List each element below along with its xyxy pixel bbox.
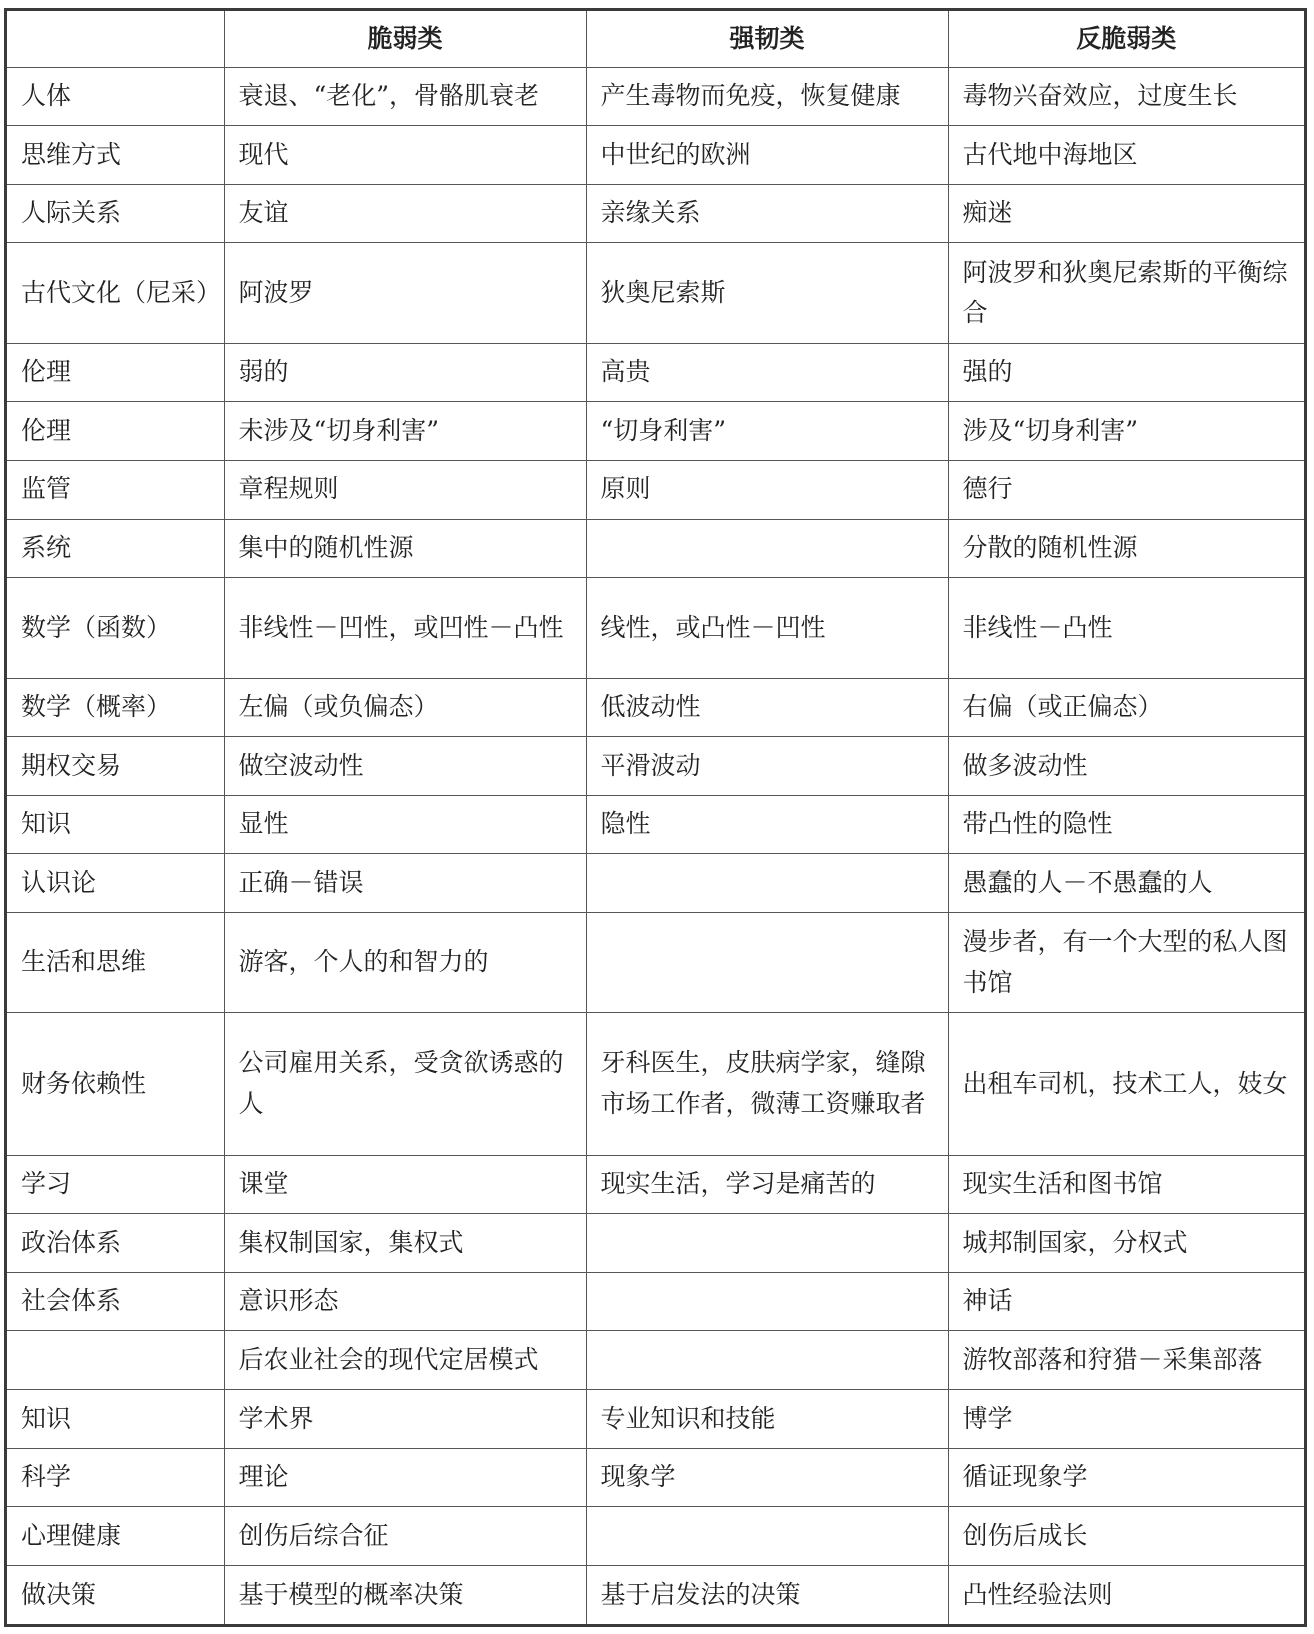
fragile-cell: 友谊 bbox=[224, 184, 586, 243]
antifragile-cell: 创伤后成长 bbox=[948, 1507, 1304, 1566]
robust-cell: 牙科医生，皮肤病学家，缝隙市场工作者，微薄工资赚取者 bbox=[586, 1013, 948, 1155]
antifragile-cell: 古代地中海地区 bbox=[948, 126, 1304, 185]
fragile-cell: 学术界 bbox=[224, 1390, 586, 1449]
row-label-cell: 古代文化（尼采） bbox=[7, 243, 224, 343]
robust-cell bbox=[586, 854, 948, 913]
fragile-cell: 做空波动性 bbox=[224, 737, 586, 796]
fragile-cell: 非线性－凹性，或凹性－凸性 bbox=[224, 578, 586, 678]
antifragile-cell: 漫步者，有一个大型的私人图书馆 bbox=[948, 912, 1304, 1012]
antifragile-cell: 做多波动性 bbox=[948, 737, 1304, 796]
fragile-cell: 基于模型的概率决策 bbox=[224, 1565, 586, 1624]
header-empty-cell bbox=[7, 11, 224, 67]
table-row bbox=[7, 912, 1304, 1012]
fragile-cell: 游客，个人的和智力的 bbox=[224, 912, 586, 1012]
robust-cell bbox=[586, 1272, 948, 1331]
antifragile-cell: 愚蠢的人－不愚蠢的人 bbox=[948, 854, 1304, 913]
row-label-cell bbox=[7, 1331, 224, 1390]
fragile-cell: 意识形态 bbox=[224, 1272, 586, 1331]
row-label-cell: 学习 bbox=[7, 1155, 224, 1214]
antifragile-cell: 神话 bbox=[948, 1272, 1304, 1331]
antifragile-cell: 阿波罗和狄奥尼索斯的平衡综合 bbox=[948, 243, 1304, 343]
table-row bbox=[7, 795, 1304, 854]
table-row bbox=[7, 1155, 1304, 1214]
row-label-cell: 人际关系 bbox=[7, 184, 224, 243]
robust-cell: 产生毒物而免疫，恢复健康 bbox=[586, 67, 948, 126]
robust-cell: 隐性 bbox=[586, 795, 948, 854]
robust-cell: 亲缘关系 bbox=[586, 184, 948, 243]
robust-cell: 中世纪的欧洲 bbox=[586, 126, 948, 185]
robust-cell: 现实生活，学习是痛苦的 bbox=[586, 1155, 948, 1214]
table-row bbox=[7, 67, 1304, 126]
fragile-cell: 左偏（或负偏态） bbox=[224, 678, 586, 737]
antifragile-cell: 现实生活和图书馆 bbox=[948, 1155, 1304, 1214]
row-label-cell: 期权交易 bbox=[7, 737, 224, 796]
table-row bbox=[7, 1565, 1304, 1624]
table-frame bbox=[4, 8, 1307, 1627]
robust-cell bbox=[586, 1331, 948, 1390]
fragile-cell: 理论 bbox=[224, 1448, 586, 1507]
row-label-cell: 知识 bbox=[7, 795, 224, 854]
robust-cell: 平滑波动 bbox=[586, 737, 948, 796]
row-label-cell: 政治体系 bbox=[7, 1214, 224, 1273]
fragile-cell: 创伤后综合征 bbox=[224, 1507, 586, 1566]
table-row bbox=[7, 402, 1304, 461]
row-label-cell: 思维方式 bbox=[7, 126, 224, 185]
robust-cell: 现象学 bbox=[586, 1448, 948, 1507]
robust-cell: 专业知识和技能 bbox=[586, 1390, 948, 1449]
fragile-cell: 弱的 bbox=[224, 343, 586, 402]
robust-cell bbox=[586, 1507, 948, 1566]
table-row bbox=[7, 1390, 1304, 1449]
fragile-cell: 公司雇用关系，受贪欲诱惑的人 bbox=[224, 1013, 586, 1155]
robust-cell: 狄奥尼索斯 bbox=[586, 243, 948, 343]
row-label-cell: 数学（函数） bbox=[7, 578, 224, 678]
row-label-cell: 知识 bbox=[7, 1390, 224, 1449]
fragile-cell: 现代 bbox=[224, 126, 586, 185]
table-row bbox=[7, 1013, 1304, 1155]
table-row bbox=[7, 854, 1304, 913]
table-row bbox=[7, 1272, 1304, 1331]
row-label-cell: 心理健康 bbox=[7, 1507, 224, 1566]
antifragile-cell: 循证现象学 bbox=[948, 1448, 1304, 1507]
row-label-cell: 生活和思维 bbox=[7, 912, 224, 1012]
antifragile-cell: 博学 bbox=[948, 1390, 1304, 1449]
antifragile-cell: 分散的随机性源 bbox=[948, 519, 1304, 578]
row-label-cell: 伦理 bbox=[7, 402, 224, 461]
fragile-cell: 后农业社会的现代定居模式 bbox=[224, 1331, 586, 1390]
table-row bbox=[7, 243, 1304, 343]
antifragile-cell: 城邦制国家，分权式 bbox=[948, 1214, 1304, 1273]
row-label-cell: 社会体系 bbox=[7, 1272, 224, 1331]
fragile-cell: 章程规则 bbox=[224, 460, 586, 519]
table-row bbox=[7, 578, 1304, 678]
antifragile-cell: 游牧部落和狩猎－采集部落 bbox=[948, 1331, 1304, 1390]
antifragile-cell: 右偏（或正偏态） bbox=[948, 678, 1304, 737]
row-label-cell: 认识论 bbox=[7, 854, 224, 913]
antifragile-cell: 带凸性的隐性 bbox=[948, 795, 1304, 854]
antifragile-cell: 涉及“切身利害” bbox=[948, 402, 1304, 461]
row-label-cell: 科学 bbox=[7, 1448, 224, 1507]
robust-cell bbox=[586, 519, 948, 578]
header-row bbox=[7, 11, 1304, 67]
antifragile-cell: 凸性经验法则 bbox=[948, 1565, 1304, 1624]
antifragile-cell: 强的 bbox=[948, 343, 1304, 402]
table-row bbox=[7, 1507, 1304, 1566]
header-antifragile: 反脆弱类 bbox=[948, 11, 1304, 67]
fragile-cell: 衰退、“老化”，骨骼肌衰老 bbox=[224, 67, 586, 126]
fragile-cell: 显性 bbox=[224, 795, 586, 854]
robust-cell: “切身利害” bbox=[586, 402, 948, 461]
robust-cell bbox=[586, 1214, 948, 1273]
fragile-cell: 课堂 bbox=[224, 1155, 586, 1214]
robust-cell: 高贵 bbox=[586, 343, 948, 402]
antifragile-cell: 毒物兴奋效应，过度生长 bbox=[948, 67, 1304, 126]
comparison-table bbox=[7, 11, 1304, 1624]
table-row bbox=[7, 1331, 1304, 1390]
antifragile-cell: 痴迷 bbox=[948, 184, 1304, 243]
table-row bbox=[7, 343, 1304, 402]
table-row bbox=[7, 184, 1304, 243]
header-fragile: 脆弱类 bbox=[224, 11, 586, 67]
table-row bbox=[7, 678, 1304, 737]
robust-cell: 原则 bbox=[586, 460, 948, 519]
row-label-cell: 伦理 bbox=[7, 343, 224, 402]
row-label-cell: 财务依赖性 bbox=[7, 1013, 224, 1155]
table-row bbox=[7, 1214, 1304, 1273]
fragile-cell: 阿波罗 bbox=[224, 243, 586, 343]
fragile-cell: 未涉及“切身利害” bbox=[224, 402, 586, 461]
antifragile-cell: 德行 bbox=[948, 460, 1304, 519]
table-row bbox=[7, 737, 1304, 796]
table-row bbox=[7, 1448, 1304, 1507]
fragile-cell: 集权制国家，集权式 bbox=[224, 1214, 586, 1273]
robust-cell bbox=[586, 912, 948, 1012]
row-label-cell: 人体 bbox=[7, 67, 224, 126]
robust-cell: 基于启发法的决策 bbox=[586, 1565, 948, 1624]
row-label-cell: 数学（概率） bbox=[7, 678, 224, 737]
row-label-cell: 监管 bbox=[7, 460, 224, 519]
row-label-cell: 做决策 bbox=[7, 1565, 224, 1624]
table-row bbox=[7, 126, 1304, 185]
fragile-cell: 正确－错误 bbox=[224, 854, 586, 913]
table-body bbox=[7, 67, 1304, 1624]
table-row bbox=[7, 519, 1304, 578]
header-robust: 强韧类 bbox=[586, 11, 948, 67]
antifragile-cell: 出租车司机，技术工人，妓女 bbox=[948, 1013, 1304, 1155]
robust-cell: 线性，或凸性－凹性 bbox=[586, 578, 948, 678]
fragile-cell: 集中的随机性源 bbox=[224, 519, 586, 578]
table-row bbox=[7, 460, 1304, 519]
row-label-cell: 系统 bbox=[7, 519, 224, 578]
antifragile-cell: 非线性－凸性 bbox=[948, 578, 1304, 678]
robust-cell: 低波动性 bbox=[586, 678, 948, 737]
